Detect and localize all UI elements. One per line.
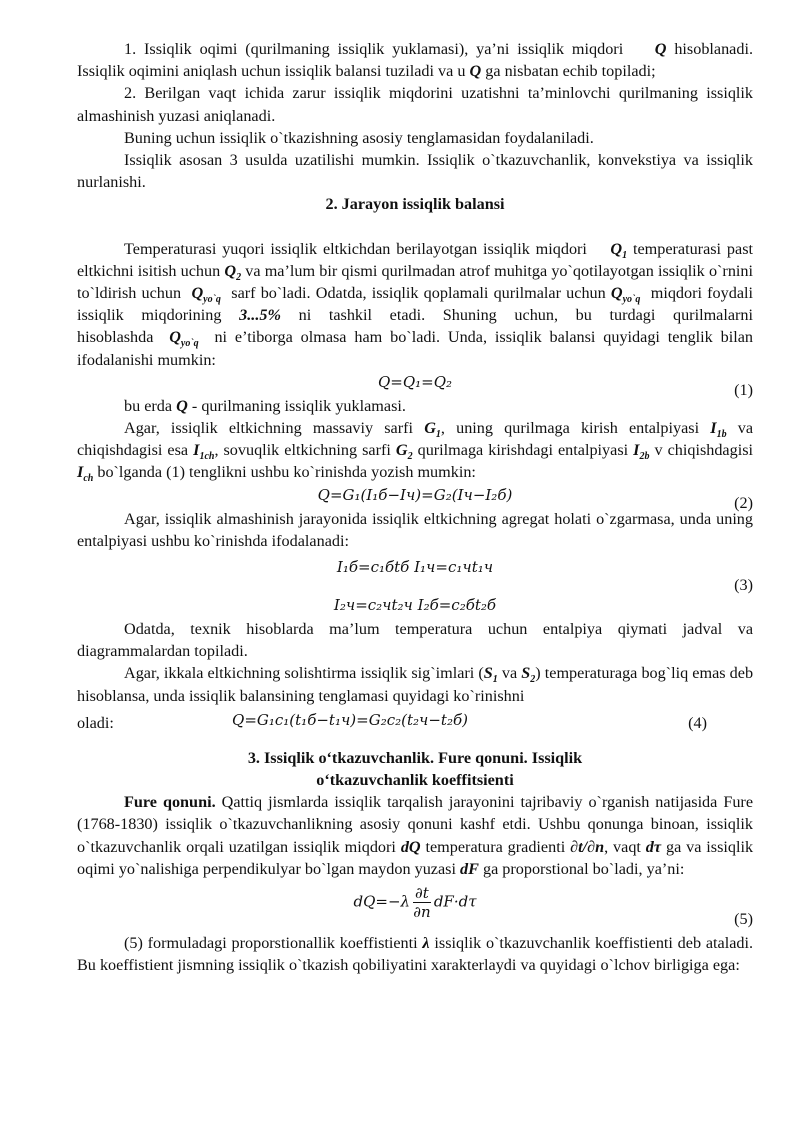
paragraph-9: Odatda, texnik hisoblarda ma’lum temperatura uchun entalpiya qiymati jadval va diagrammalardan topiladi. — [77, 620, 753, 661]
paragraph-2: 2. Berilgan vaqt ichida zarur issiqlik miqdorini uzatishni ta’minlovchi qurilmaning issiqlik almashinish yuzasi aniqlanadi. — [77, 84, 753, 125]
paragraph-10: Agar, ikkala eltkichning solishtirma issiqlik sig`imlari ($S_1$ va $S_2$) temperaturaga bog`liq emas deb hisoblansa, unda issiqlik balansining tenglamasi quyidagi ko`rinishni — [77, 664, 754, 705]
paragraph-4: Issiqlik asosan 3 usulda uzatilishi mumkin. Issiqlik o`tkazuvchanlik, konvekstiya va issiqlik nurlanishi. — [77, 151, 753, 192]
section-heading-2: 2. Jarayon issiqlik balansi — [325, 195, 505, 214]
paragraph-3: Buning uchun issiqlik o`tkazishning asosiy tenglamasidan foydalaniladi. — [124, 128, 594, 147]
equation-5: dQ=−λ $\frac{\partial t}{\partial n}$ dF·dτ (5) — [353, 884, 753, 929]
paragraph-6: bu erda Q - qurilmaning issiqlik yuklamasi. — [124, 396, 406, 415]
paragraph-8: Agar, issiqlik almashinish jarayonida issiqlik eltkichning agregat holati o`zgarmasa, unda uning entalpiyasi ushbu ko`rinishda ifodalanadi: — [77, 509, 753, 550]
equation-2: Q=G₁(I₁б−Iч)=G₂(Iч−I₂б) (2) — [317, 485, 753, 512]
document-page — [77, 38, 753, 977]
equation-4: oladi: Q=G₁c₁(t₁б−t₁ч)=G₂c₂(t₂ч−t₂б) (4) — [77, 710, 707, 732]
paragraph-11: Fure qonuni. Qattiq jismlarda issiqlik tarqalish jarayonini tajribaviy o`rganish natijasida Fure (1768-1830) issiqlik o`tkazuvchanlikning asosiy qonuni kashf etdi. Ushbu qonunga binoan, issiqlik o`tkazuvchanlik orqali uzatilgan issiqlik miqdori dQ temperatura gradienti ∂t/∂n, vaqt dτ ga va issiqlik oqimi yo`nalishiga perpendikulyar bo`lgan maydon yuzasi dF ga proporstional bo`ladi, ya’ni: — [77, 793, 754, 878]
paragraph-12: (5) formuladagi proporstionallik koeffistienti λ issiqlik o`tkazuvchanlik koeffistienti deb ataladi. Bu koeffistient jismning issiqlik o`tkazish qobiliyatini xarakterlaydi va quyidagi o`lchov birligiga ega: — [77, 934, 754, 975]
paragraph-7: Agar, issiqlik eltkichning massaviy sarfi $G_1$, uning qurilmaga kirish entalpiyasi $I_{1b}$ va chiqishdagisi esa $I_{1ch}$, sovuqlik eltkichning sarfi $G_2$ qurilmaga kirishdagi entalpiyasi $I_{2b}$ v chiqishdagisi $I_{ch}$ bo`lganda (1) tenglikni ushbu ko`rinishda yozish mumkin: — [77, 419, 754, 485]
equation-3: I₁б=c₁бtб I₁ч=c₁чt₁ч I₂ч=c₂чt₂ч I₂б=c₂бt₂б (3) — [333, 558, 753, 615]
paragraph-5: Temperaturasi yuqori issiqlik eltkichdan berilayotgan issiqlik miqdori $Q_1$ temperaturasi past eltkichni isitish uchun $Q_2$ va ma’lum bir qismi qurilmadan atrof muhitga yo`qotilayotgan issiqlik o`rnini to`ldirish uchun $Q_{yo`q}$ sarf bo`ladi. Odatda, issiqlik qoplamali qurilmalar uchun $Q_{yo`q}$ miqdori foydali issiqlik miqdorining 3...5% ni tashkil etadi. Shuning uchun, bu turdagi qurilmalarni hisoblashda $Q_{yo`q}$ ni e’tiborga olmasa ham bo`ladi. Unda, issiqlik balansi quyidagi tenglik bilan ifodalanishi mumkin: — [77, 239, 754, 369]
paragraph-1: 1. Issiqlik oqimi (qurilmaning issiqlik yuklamasi), ya’ni issiqlik miqdori Q hisoblanadi. Issiqlik oqimini aniqlash uchun issiqlik balansi tuziladi va u Q ga nisbatan echib topiladi; — [77, 40, 754, 81]
section-heading-3-line2: o‘tkazuvchanlik koeffitsienti — [316, 771, 514, 790]
section-heading-3-line1: 3. Issiqlik o‘tkazuvchanlik. Fure qonuni. Issiqlik — [247, 748, 583, 767]
equation-1: Q=Q₁=Q₂ (1) — [377, 372, 753, 399]
